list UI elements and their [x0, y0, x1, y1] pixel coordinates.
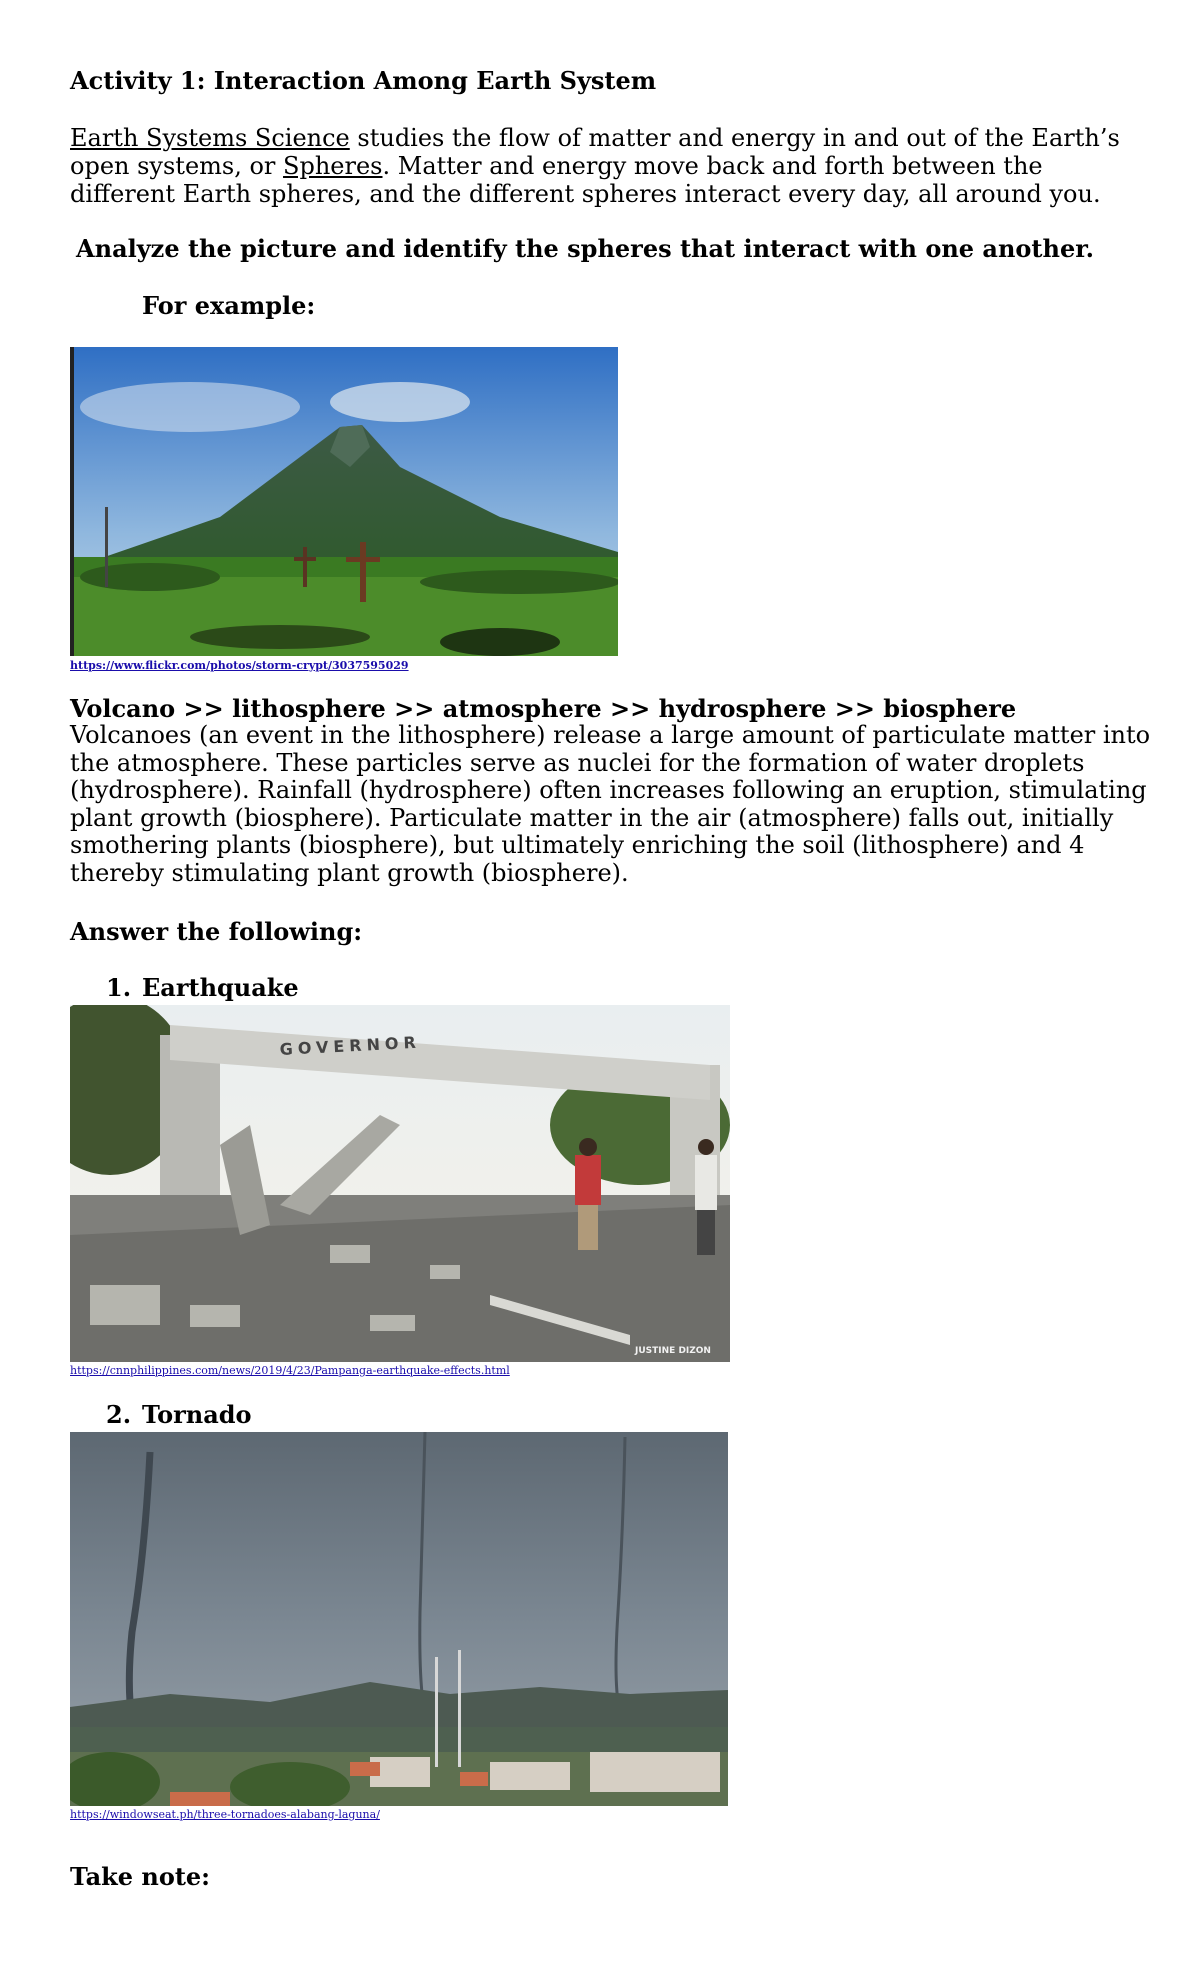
term-earth-systems-science: Earth Systems Science — [70, 124, 350, 152]
intro-paragraph — [70, 124, 1140, 208]
question-1-number: 1. — [106, 973, 132, 1002]
question-2 — [106, 1400, 252, 1429]
example-explanation: Volcanoes (an event in the lithosphere) release a large amount of particulate matter into the atmosphere. These particles serve as nuclei for the formation of water droplets (hydrosphere). Rainfall (hydrosphere) often increases following an eruption, stimulating plant growth (biosphere). Particulate matter in the air (atmosphere) falls out, initially smothering plants (biosphere), but ultimately enriching the soil (lithosphere) and 4 thereby stimulating plant growth (biosphere). — [70, 721, 1151, 887]
question-1 — [106, 973, 299, 1002]
question-2-number: 2. — [106, 1400, 132, 1429]
take-note-heading: Take note: — [70, 1862, 211, 1891]
example-label: For example: — [142, 291, 316, 320]
instruction-heading: Analyze the picture and identify the spheres that interact with one another. — [76, 234, 1095, 263]
intro-part2: . Matter and energy move back and forth between the different Earth spheres, and the different spheres interact every day, all around you. — [70, 152, 1101, 208]
intro-part1: studies the flow of matter and energy in and out of the Earth’s open systems, or — [70, 124, 1120, 180]
activity-title: Activity 1: Interaction Among Earth System — [70, 66, 657, 95]
term-spheres: Spheres — [283, 152, 383, 180]
example-source-link[interactable]: https://www.flickr.com/photos/storm-crypt/3037595029 — [70, 659, 409, 672]
photo-credit: JUSTINE DIZON — [635, 1346, 711, 1356]
arch-text: GOVERNOR — [279, 1032, 422, 1059]
answer-heading: Answer the following: — [70, 917, 363, 946]
question-1-label: Earthquake — [142, 973, 299, 1002]
earthquake-source-link[interactable]: https://cnnphilippines.com/news/2019/4/23/Pampanga-earthquake-effects.html — [70, 1364, 510, 1377]
example-sphere-chain: Volcano >> lithosphere >> atmosphere >> hydrosphere >> biosphere — [70, 694, 1017, 723]
earthquake-image — [70, 1005, 730, 1362]
volcano-image — [70, 347, 618, 656]
tornado-image — [70, 1432, 728, 1806]
question-2-label: Tornado — [142, 1400, 252, 1429]
tornado-source-link[interactable]: https://windowseat.ph/three-tornadoes-alabang-laguna/ — [70, 1808, 380, 1821]
